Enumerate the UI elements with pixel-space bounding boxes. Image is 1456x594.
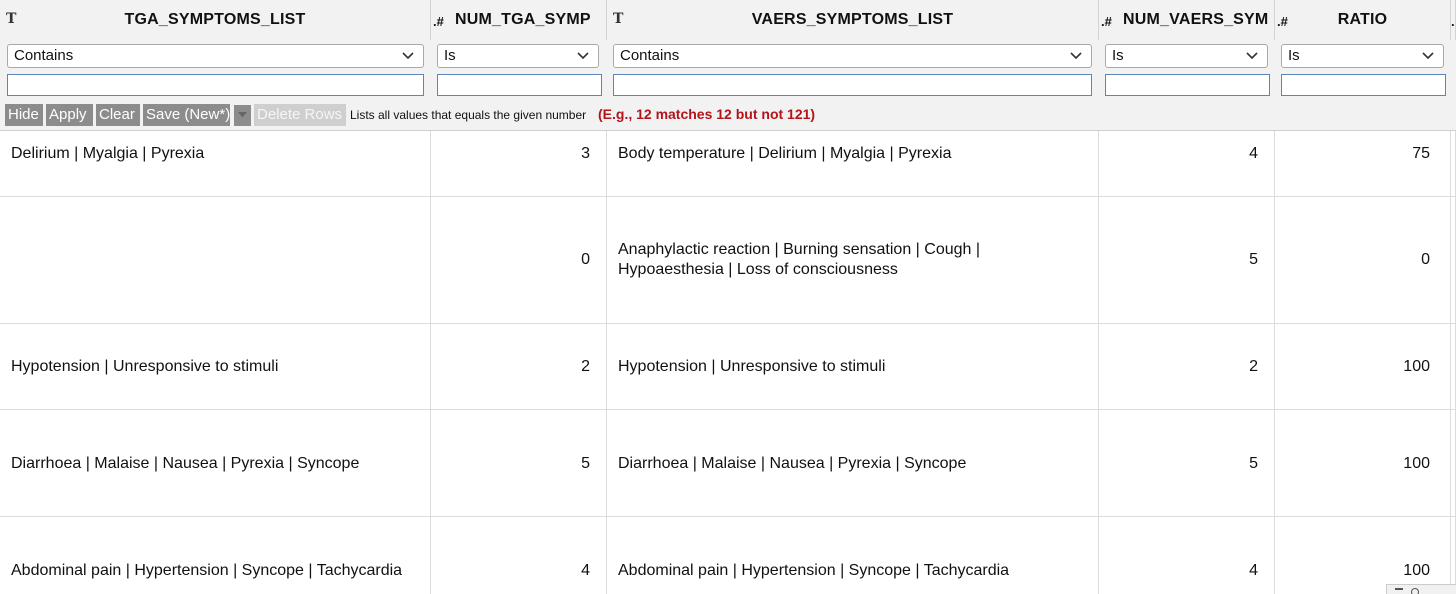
cell-tga-symptoms-list[interactable] (0, 131, 431, 196)
cell-text: Diarrhoea | Malaise | Nausea | Pyrexia | Syncope (618, 455, 967, 472)
cell-number: 5 (1249, 455, 1258, 472)
filter-value-input-ratio[interactable] (1281, 74, 1446, 96)
cell-text: Hypotension | Unresponsive to stimuli (11, 358, 279, 375)
cell-number: 0 (581, 251, 590, 268)
cell-vaers-symptoms-list[interactable] (607, 197, 1099, 323)
cell-number: 5 (1249, 251, 1258, 268)
chevron-down-icon (1069, 48, 1083, 62)
cell-ratio[interactable] (1275, 324, 1451, 409)
filter-value-input-tga-symptoms-list[interactable] (7, 74, 424, 96)
cell-number: 100 (1403, 455, 1430, 472)
cell-text: Delirium | Myalgia | Pyrexia (11, 145, 205, 162)
grip-icon (1395, 588, 1403, 590)
filter-hint-example: (E.g., 12 matches 12 but not 121) (598, 106, 816, 122)
chevron-down-icon (401, 48, 415, 62)
filter-value-input-vaers-symptoms-list[interactable] (613, 74, 1092, 96)
filter-operator-select-num-tga-symp[interactable] (437, 44, 599, 68)
table-row[interactable] (0, 517, 1456, 594)
cell-num-vaers-sym[interactable] (1099, 410, 1275, 516)
cell-vaers-symptoms-list[interactable] (607, 517, 1099, 594)
chevron-down-icon (1421, 48, 1435, 62)
cell-vaers-symptoms-list[interactable] (607, 410, 1099, 516)
circle-icon (1411, 588, 1419, 594)
cell-text: Hypotension | Unresponsive to stimuli (618, 358, 886, 375)
cell-num-vaers-sym[interactable] (1099, 131, 1275, 196)
cell-text: Abdominal pain | Hypertension | Syncope | Tachycardia (11, 562, 403, 579)
chevron-down-icon (576, 48, 590, 62)
filter-operator-value: Contains (14, 47, 74, 64)
cell-number: 3 (581, 145, 590, 162)
cell-text: Abdominal pain | Hypertension | Syncope | Tachycardia (618, 562, 1010, 579)
delete-rows-button[interactable]: Delete Rows (254, 104, 346, 126)
cell-num-tga-symp[interactable] (431, 131, 607, 196)
cell-tga-symptoms-list[interactable] (0, 197, 431, 323)
cell-number: 4 (1249, 562, 1258, 579)
cell-num-tga-symp[interactable] (431, 324, 607, 409)
column-title: VAERS_SYMPTOMS_LIST (751, 11, 954, 28)
cell-partial (1451, 197, 1456, 323)
cell-number: 0 (1421, 251, 1430, 268)
text-type-icon: T (6, 11, 17, 27)
filter-operator-select-tga-symptoms-list[interactable] (7, 44, 424, 68)
save-button[interactable]: Save (New*) (143, 104, 230, 126)
column-title: NUM_TGA_SYMP (455, 11, 591, 28)
cell-number: 5 (581, 455, 590, 472)
text-type-icon: T (613, 11, 624, 27)
cell-ratio[interactable] (1275, 197, 1451, 323)
cell-tga-symptoms-list[interactable] (0, 517, 431, 594)
table-row[interactable] (0, 197, 1456, 324)
horizontal-scroll-handle[interactable] (1386, 584, 1456, 594)
cell-text: Diarrhoea | Malaise | Nausea | Pyrexia | Syncope (11, 455, 360, 472)
cell-text-line: Anaphylactic reaction | Burning sensation | Cough | (618, 241, 981, 258)
cell-partial (1451, 324, 1456, 409)
column-title: RATIO (1337, 11, 1388, 28)
table-row[interactable] (0, 324, 1456, 410)
filter-operator-select-vaers-symptoms-list[interactable] (613, 44, 1092, 68)
cell-ratio[interactable] (1275, 131, 1451, 196)
cell-vaers-symptoms-list[interactable] (607, 324, 1099, 409)
cell-partial (1451, 410, 1456, 516)
filter-action-bar (0, 100, 1456, 131)
filter-bar (0, 40, 1456, 100)
cell-num-tga-symp[interactable] (431, 197, 607, 323)
column-header-partial[interactable]: . (1451, 0, 1456, 40)
cell-number: 100 (1403, 562, 1430, 579)
filter-operator-select-ratio[interactable] (1281, 44, 1444, 68)
cell-number: 75 (1412, 145, 1430, 162)
number-type-icon: .# (1101, 14, 1112, 29)
apply-button[interactable]: Apply (46, 104, 93, 126)
cell-ratio[interactable] (1275, 410, 1451, 516)
cell-tga-symptoms-list[interactable] (0, 324, 431, 409)
cell-num-vaers-sym[interactable] (1099, 324, 1275, 409)
column-header-row (0, 0, 1456, 41)
cell-tga-symptoms-list[interactable] (0, 410, 431, 516)
cell-number: 4 (1249, 145, 1258, 162)
column-header-num-tga-symp[interactable] (431, 0, 607, 40)
cell-vaers-symptoms-list[interactable] (607, 131, 1099, 196)
number-type-icon: .# (433, 14, 444, 29)
number-type-icon: .# (1277, 14, 1288, 29)
filter-operator-value: Is (1112, 47, 1124, 64)
cell-text-line: Hypoaesthesia | Loss of consciousness (618, 261, 898, 278)
filter-hint-text: Lists all values that equals the given number (350, 108, 587, 122)
clear-button[interactable]: Clear (96, 104, 140, 126)
cell-ratio[interactable] (1275, 517, 1451, 594)
filter-operator-value: Is (444, 47, 456, 64)
column-header-num-vaers-sym[interactable] (1099, 0, 1275, 40)
cell-number: 100 (1403, 358, 1430, 375)
cell-num-tga-symp[interactable] (431, 517, 607, 594)
cell-partial (1451, 517, 1456, 594)
filter-operator-select-num-vaers-sym[interactable] (1105, 44, 1268, 68)
cell-partial (1451, 131, 1456, 196)
filter-operator-value: Contains (620, 47, 680, 64)
table-row[interactable] (0, 410, 1456, 517)
cell-num-vaers-sym[interactable] (1099, 197, 1275, 323)
column-header-vaers-symptoms-list[interactable] (607, 0, 1099, 40)
save-options-dropdown[interactable] (234, 105, 251, 126)
filter-value-input-num-tga-symp[interactable] (437, 74, 602, 96)
cell-number: 2 (1249, 358, 1258, 375)
cell-num-tga-symp[interactable] (431, 410, 607, 516)
cell-number: 2 (581, 358, 590, 375)
column-title: TGA_SYMPTOMS_LIST (124, 11, 306, 28)
column-header-tga-symptoms-list[interactable] (0, 0, 431, 40)
filter-operator-value: Is (1288, 47, 1300, 64)
table-row[interactable] (0, 131, 1456, 197)
hide-button[interactable]: Hide (5, 104, 43, 126)
cell-text: Body temperature | Delirium | Myalgia | Pyrexia (618, 145, 952, 162)
column-title: NUM_VAERS_SYM (1123, 11, 1269, 28)
filter-value-input-num-vaers-sym[interactable] (1105, 74, 1270, 96)
caret-down-icon (237, 111, 248, 119)
column-header-ratio[interactable] (1275, 0, 1451, 40)
chevron-down-icon (1245, 48, 1259, 62)
cell-num-vaers-sym[interactable] (1099, 517, 1275, 594)
cell-number: 4 (581, 562, 590, 579)
